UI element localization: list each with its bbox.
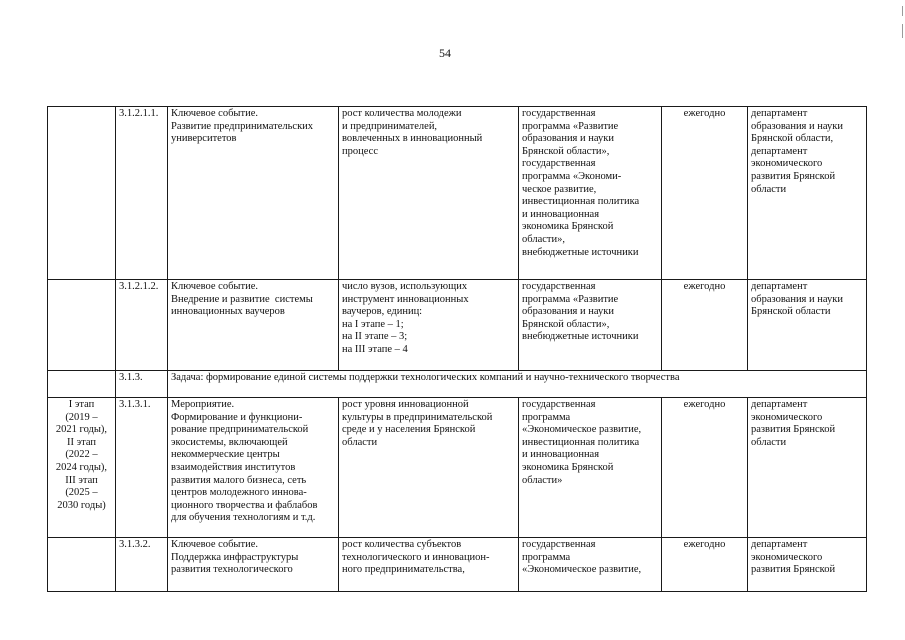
event-title: Ключевое событие.: [171, 108, 258, 119]
frequency-cell: [662, 280, 748, 371]
responsible-text: области: [751, 183, 787, 195]
responsible-text: развития Брянской: [751, 424, 836, 436]
stage-cell: [48, 107, 116, 280]
stage-text: 2030 годы): [57, 499, 106, 511]
responsible-text: департамент: [751, 108, 808, 119]
table-row: [48, 398, 867, 538]
indicator-text: области: [342, 436, 378, 448]
funding-source-text: государственная: [522, 539, 596, 550]
responsible-cell: [748, 280, 867, 371]
stage-text: I этап: [68, 399, 95, 410]
funding-source-text: ческое развитие,: [522, 183, 597, 195]
indicator-text: вовлеченных в инновационный: [342, 133, 483, 145]
event-text: Развитие предпринимательских: [171, 120, 314, 132]
frequency-text: ежегодно: [683, 399, 726, 410]
item-number-cell: [116, 398, 168, 538]
indicator-text: на I этапе – 1;: [342, 318, 404, 330]
funding-source-text: Брянской области»,: [522, 318, 610, 330]
stage-cell: [48, 280, 116, 371]
funding-source-text: «Экономическое развитие,: [522, 564, 642, 576]
stage-text: 2024 годы),: [55, 461, 108, 473]
funding-source-cell: [519, 538, 662, 592]
responsible-text: департамент: [751, 145, 808, 157]
event-text: развития малого бизнеса, сеть: [171, 474, 307, 486]
indicator-text: среде и у населения Брянской: [342, 424, 476, 436]
responsible-text: экономического: [751, 158, 823, 170]
funding-source-text: и инновационная: [522, 449, 600, 461]
funding-source-text: программа «Развитие: [522, 293, 619, 305]
stage-cell: [48, 398, 116, 538]
indicator-text: число вузов, использующих: [342, 281, 468, 292]
indicator-text: культуры в предпринимательской: [342, 411, 493, 423]
funding-source-text: инвестиционная политика: [522, 196, 640, 208]
item-number: 3.1.2.1.2.: [119, 281, 159, 292]
item-number-cell: [116, 280, 168, 371]
funding-source-text: образования и науки: [522, 306, 614, 318]
funding-source-text: внебюджетные источники: [522, 331, 639, 343]
item-number: 3.1.2.1.1.: [119, 108, 159, 119]
stage-text: 2021 годы),: [55, 424, 108, 436]
responsible-text: области: [751, 436, 787, 448]
event-title: Мероприятие.: [171, 399, 235, 410]
funding-source-text: экономика Брянской: [522, 461, 614, 473]
frequency-text: ежегодно: [683, 539, 726, 550]
stage-text: III этап: [65, 474, 98, 486]
responsible-text: развития Брянской: [751, 564, 836, 576]
frequency-cell: [662, 107, 748, 280]
event-text: ционного творчества и фаблабов: [171, 499, 318, 511]
stage-text: (2019 –: [65, 411, 98, 423]
item-number: 3.1.3.2.: [119, 539, 151, 550]
stage-cell: [48, 371, 116, 398]
responsible-text: образования и науки: [751, 293, 843, 305]
indicator-text: и предпринимателей,: [342, 120, 438, 132]
event-text: Внедрение и развитие системы: [171, 293, 313, 305]
responsible-cell: [748, 398, 867, 538]
indicator-text: ного предпринимательства,: [342, 564, 465, 576]
table-row: [48, 280, 867, 371]
funding-source-text: программа «Развитие: [522, 120, 619, 132]
responsible-cell: [748, 538, 867, 592]
funding-source-text: внебюджетные источники: [522, 246, 639, 258]
indicator-cell: [339, 107, 519, 280]
task-text: Задача: формирование единой системы поддержки технологических компаний и научно-технического творчества: [171, 372, 680, 383]
event-text: экосистемы, включающей: [171, 436, 288, 448]
stage-text: (2025 –: [65, 487, 98, 499]
indicator-text: инструмент инновационных: [342, 293, 469, 305]
event-text: Формирование и функциони-: [171, 411, 303, 423]
responsible-text: департамент: [751, 399, 808, 410]
indicator-text: на III этапе – 4: [342, 343, 408, 355]
event-text: центров молодежного иннова-: [171, 487, 307, 499]
funding-source-text: государственная: [522, 158, 596, 170]
table-row: [48, 107, 867, 280]
stage-cell: [48, 538, 116, 592]
funding-source-text: экономика Брянской: [522, 221, 614, 233]
responsible-text: департамент: [751, 281, 808, 292]
responsible-text: Брянской области: [751, 306, 831, 318]
table-row: [48, 371, 867, 398]
indicator-text: рост количества молодежи: [342, 108, 462, 119]
funding-source-cell: [519, 280, 662, 371]
event-text: для обучения технологиям и т.д.: [171, 512, 316, 524]
responsible-cell: [748, 107, 867, 280]
item-number-cell: [116, 107, 168, 280]
indicator-text: рост количества субъектов: [342, 539, 462, 550]
event-title: Ключевое событие.: [171, 539, 258, 550]
responsible-text: Брянской области,: [751, 133, 834, 145]
funding-source-text: «Экономическое развитие,: [522, 424, 642, 436]
page-number: 54: [439, 46, 451, 60]
stage-text: II этап: [67, 436, 96, 448]
event-text: Поддержка инфраструктуры: [171, 551, 299, 563]
funding-source-text: программа: [522, 551, 571, 563]
responsible-text: образования и науки: [751, 120, 843, 132]
event-title: Ключевое событие.: [171, 281, 258, 292]
funding-source-text: и инновационная: [522, 208, 600, 220]
event-text: университетов: [171, 133, 237, 145]
table-row: [48, 538, 867, 592]
funding-source-text: инвестиционная политика: [522, 436, 640, 448]
plan-table: [47, 106, 867, 592]
scan-edge-mark: [902, 24, 903, 38]
funding-source-text: области»: [522, 474, 563, 486]
scan-edge-mark: [902, 6, 903, 16]
event-text: развития технологического: [171, 564, 293, 576]
indicator-text: технологического и инновацион-: [342, 551, 490, 563]
frequency-cell: [662, 398, 748, 538]
event-text: рование предпринимательской: [171, 424, 309, 436]
event-cell: [168, 280, 339, 371]
event-text: инновационных ваучеров: [171, 306, 285, 318]
responsible-text: развития Брянской: [751, 170, 836, 182]
indicator-text: ваучеров, единиц:: [342, 306, 423, 318]
event-text: взаимодействия институтов: [171, 461, 296, 473]
item-number-cell: [116, 371, 168, 398]
funding-source-cell: [519, 398, 662, 538]
task-cell: [168, 371, 867, 398]
frequency-text: ежегодно: [683, 281, 726, 292]
event-cell: [168, 107, 339, 280]
funding-source-text: Брянской области»,: [522, 145, 610, 157]
frequency-text: ежегодно: [683, 108, 726, 119]
indicator-cell: [339, 538, 519, 592]
indicator-text: на II этапе – 3;: [342, 331, 408, 343]
responsible-text: экономического: [751, 551, 823, 563]
indicator-cell: [339, 398, 519, 538]
event-text: некоммерческие центры: [171, 449, 280, 461]
indicator-text: рост уровня инновационной: [342, 399, 469, 410]
funding-source-text: государственная: [522, 281, 596, 292]
funding-source-text: государственная: [522, 108, 596, 119]
event-cell: [168, 398, 339, 538]
item-number: 3.1.3.: [119, 372, 143, 383]
frequency-cell: [662, 538, 748, 592]
funding-source-text: государственная: [522, 399, 596, 410]
stage-text: (2022 –: [65, 449, 98, 461]
funding-source-text: программа: [522, 411, 571, 423]
event-cell: [168, 538, 339, 592]
funding-source-text: образования и науки: [522, 133, 614, 145]
item-number: 3.1.3.1.: [119, 399, 151, 410]
funding-source-text: программа «Экономи-: [522, 170, 622, 182]
item-number-cell: [116, 538, 168, 592]
indicator-text: процесс: [342, 145, 378, 157]
responsible-text: экономического: [751, 411, 823, 423]
funding-source-text: области»,: [522, 233, 565, 245]
funding-source-cell: [519, 107, 662, 280]
indicator-cell: [339, 280, 519, 371]
responsible-text: департамент: [751, 539, 808, 550]
